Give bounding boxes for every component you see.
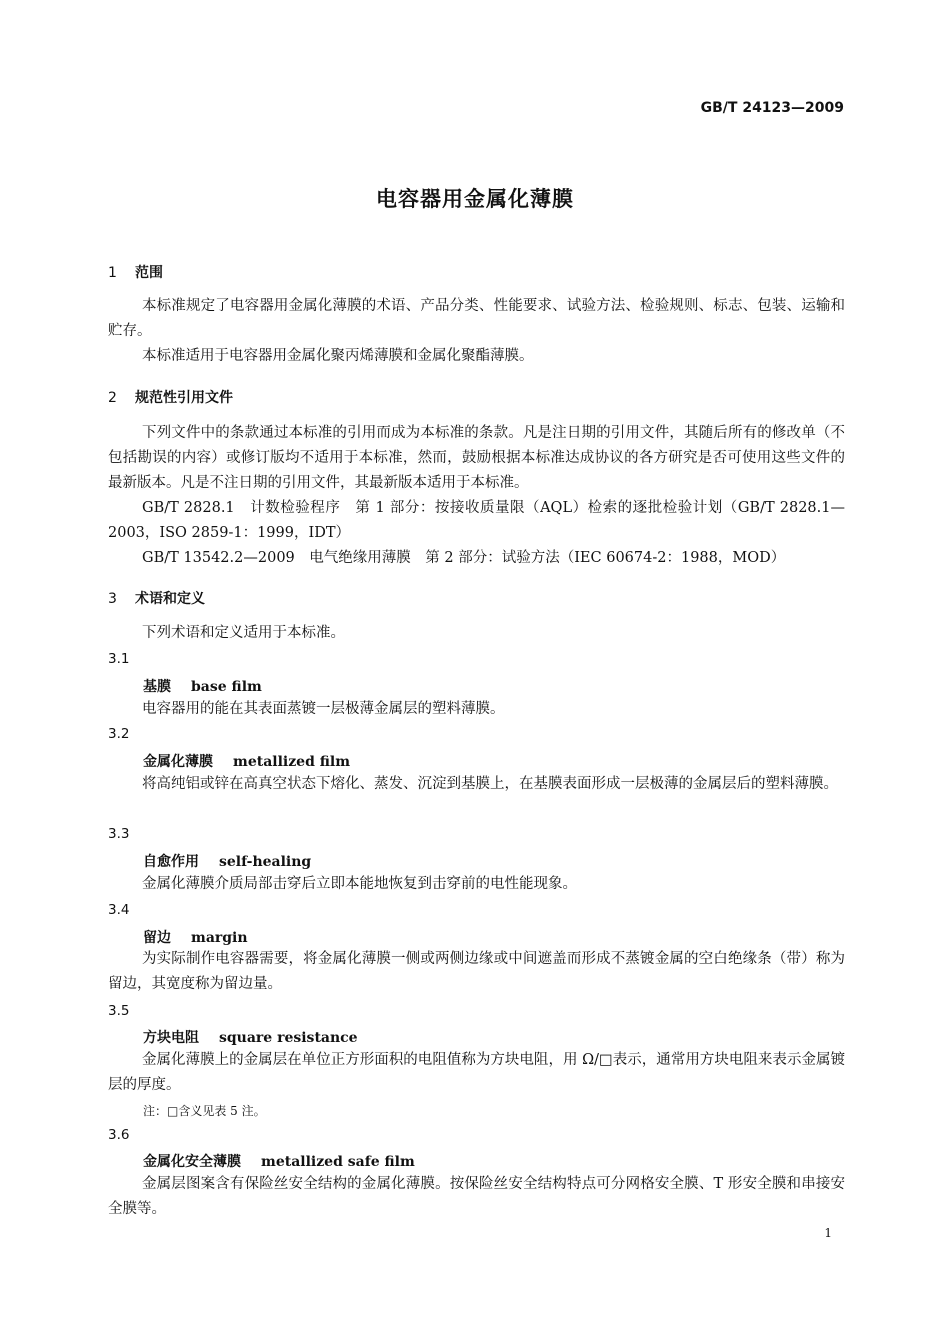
- term-zh: 留边: [143, 930, 171, 946]
- page-number: 1: [824, 1226, 832, 1240]
- section-1-heading: [108, 262, 163, 282]
- term-heading: [143, 927, 248, 947]
- section-3-intro: 下列术语和定义适用于本标准。: [142, 625, 345, 641]
- section-title: 规范性引用文件: [135, 390, 233, 406]
- term-heading: [143, 851, 311, 871]
- term-zh: 金属化薄膜: [143, 754, 213, 770]
- term-en: metallized film: [233, 754, 351, 770]
- term-definition: 电容器用的能在其表面蒸镀一层极薄金属层的塑料薄膜。: [142, 701, 505, 717]
- clause-number: 3.6: [108, 1127, 130, 1143]
- term-en: square resistance: [219, 1030, 358, 1046]
- clause-number: 3.5: [108, 1003, 130, 1019]
- term-heading: [143, 1151, 415, 1171]
- term-zh: 自愈作用: [143, 854, 199, 870]
- section-title: 术语和定义: [135, 591, 205, 607]
- section-1-paragraph-2: 本标准适用于电容器用金属化聚丙烯薄膜和金属化聚酯薄膜。: [142, 348, 534, 364]
- clause-number: 3.1: [108, 651, 130, 667]
- section-2-paragraph-1: 下列文件中的条款通过本标准的引用而成为本标准的条款。凡是注日期的引用文件，其随后所有的修改单（不包括勘误的内容）或修订版均不适用于本标准，然而，鼓励根据本标准达成协议的各方研究是否可使用这些文件的最新版本。凡是不注日期的引用文件，其最新版本适用于本标准。: [108, 425, 845, 491]
- document-title: 电容器用金属化薄膜: [376, 187, 574, 211]
- term-en: base film: [191, 679, 262, 695]
- term-definition: 金属化薄膜介质局部击穿后立即本能地恢复到击穿前的电性能现象。: [142, 876, 577, 892]
- section-3-heading: [108, 588, 205, 608]
- section-number: 3: [108, 591, 117, 607]
- normative-reference-2: GB/T 13542.2—2009 电气绝缘用薄膜 第 2 部分：试验方法（IEC 60674-2：1988，MOD）: [142, 550, 786, 566]
- term-definition: 为实际制作电容器需要，将金属化薄膜一侧或两侧边缘或中间遮盖而形成不蒸镀金属的空白绝缘条（带）称为留边，其宽度称为留边量。: [108, 951, 845, 992]
- section-number: 2: [108, 390, 117, 406]
- term-definition: 金属层图案含有保险丝安全结构的金属化薄膜。按保险丝安全结构特点可分网格安全膜、T 形安全膜和串接安全膜等。: [108, 1176, 845, 1217]
- term-heading: [143, 1027, 358, 1047]
- term-zh: 基膜: [143, 679, 171, 695]
- term-definition: 金属化薄膜上的金属层在单位正方形面积的电阻值称为方块电阻，用 Ω/□表示，通常用方块电阻来表示金属镀层的厚度。: [108, 1052, 845, 1093]
- clause-number: 3.2: [108, 726, 130, 742]
- term-en: self-healing: [219, 854, 312, 870]
- term-note: 注：□含义见表 5 注。: [143, 1104, 266, 1118]
- section-2-heading: [108, 387, 233, 407]
- section-1-paragraph-1: 本标准规定了电容器用金属化薄膜的术语、产品分类、性能要求、试验方法、检验规则、标志、包装、运输和贮存。: [108, 298, 845, 339]
- clause-number: 3.3: [108, 826, 130, 842]
- normative-reference-1: GB/T 2828.1 计数检验程序 第 1 部分：按接收质量限（AQL）检索的逐批检验计划（GB/T 2828.1—2003，ISO 2859-1：1999，IDT）: [108, 500, 845, 541]
- section-title: 范围: [135, 265, 163, 281]
- term-heading: [143, 751, 350, 771]
- term-definition: 将高纯铝或锌在高真空状态下熔化、蒸发、沉淀到基膜上，在基膜表面形成一层极薄的金属层后的塑料薄膜。: [142, 776, 838, 792]
- clause-number: 3.4: [108, 902, 130, 918]
- term-heading: [143, 676, 262, 696]
- term-en: metallized safe film: [261, 1154, 415, 1170]
- term-en: margin: [191, 930, 248, 946]
- standard-number: GB/T 24123—2009: [700, 100, 844, 116]
- term-zh: 方块电阻: [143, 1030, 199, 1046]
- term-zh: 金属化安全薄膜: [143, 1154, 241, 1170]
- section-number: 1: [108, 265, 117, 281]
